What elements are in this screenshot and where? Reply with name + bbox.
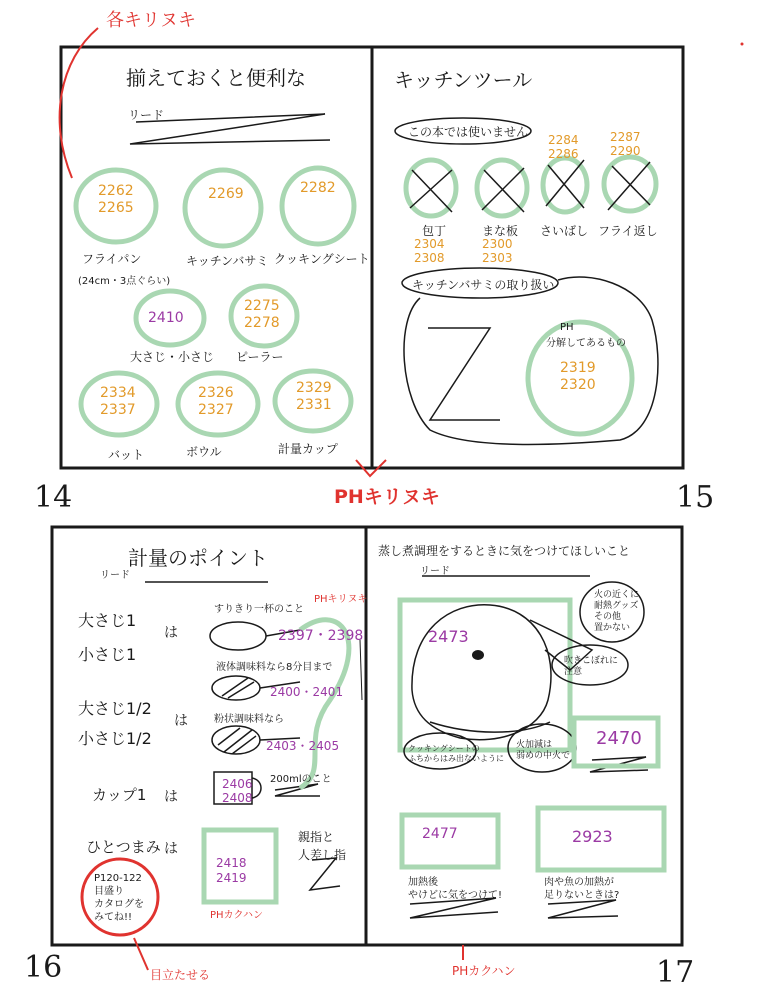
codes-knife: 2304 2308: [414, 237, 445, 265]
codes-sheet: 2282: [300, 180, 336, 196]
label-cup: 計量カップ: [278, 442, 338, 456]
note-ph-kakuhan: PHカクハン: [452, 964, 516, 978]
codes-turner: 2287 2290: [610, 130, 641, 158]
circle-scissors: [185, 170, 261, 246]
codes-cup: 2329 2331: [296, 380, 332, 413]
row3-codes: 2406 2408: [222, 777, 253, 805]
row1-caption: すりきり一杯のこと: [214, 604, 304, 615]
page-title-measure: 計量のポイント: [128, 546, 268, 570]
note-ph-kirinuki: PHキリヌキ: [334, 486, 440, 508]
page-number-15: 15: [676, 480, 715, 515]
label-knife: 包丁: [422, 224, 447, 238]
bubble-a: 火の近くに 耐熱グッズ その他 置かない: [594, 590, 640, 633]
label-sheet: クッキングシート: [274, 252, 370, 266]
row1-codes: 2397・2398: [278, 628, 364, 644]
label-frypan: フライパン: [82, 252, 142, 266]
row2-label: 大さじ1/2 小さじ1/2: [78, 699, 152, 748]
red-pointer-line: [134, 938, 148, 970]
page-title: 揃えておくと便利な: [126, 66, 306, 90]
label-board: まな板: [482, 224, 519, 238]
codes-spoons: 2410: [148, 310, 184, 326]
row4-caption: 親指と 人差し指: [298, 830, 347, 862]
ph-note-2: 分解してあるもの: [546, 338, 626, 349]
codes-bowl: 2326 2327: [198, 385, 234, 418]
codes-ph: 2319 2320: [560, 360, 596, 393]
codes-bat: 2334 2337: [100, 385, 136, 418]
row2-caption1: 液体調味料なら8分目まで: [216, 662, 333, 673]
row4-ph: PHカクハン: [210, 910, 263, 921]
page-number-14: 14: [34, 480, 73, 515]
row3-label: カップ1: [92, 786, 147, 804]
page-number-17: 17: [656, 955, 695, 990]
green-curve: [300, 620, 349, 788]
bubble-c: クッキングシートの ふちからはみ出ないように: [408, 744, 504, 763]
label-bowl: ボウル: [186, 445, 222, 459]
row1-label: 大さじ1 小さじ1: [78, 611, 137, 664]
bubble-d: 火加減は 弱めの中火で: [516, 740, 571, 761]
codes-chopsticks: 2284 2286: [548, 133, 579, 161]
bubble-not-used-text: この本では使いません: [408, 125, 529, 139]
main-code: 2473: [428, 627, 469, 646]
circle-note-text: P120-122 目盛り カタログを みてね!!: [94, 873, 144, 923]
note-medataseru: 目立たせる: [150, 968, 211, 982]
bubble-b: 吹きこぼれに 注意: [564, 656, 619, 677]
lead-label-2: リード: [100, 570, 130, 581]
row3-caption: 200mlのこと: [270, 774, 332, 785]
ph-note-1: PH: [560, 322, 574, 333]
row4-codes: 2418 2419: [216, 856, 247, 885]
codes-board: 2300 2303: [482, 237, 513, 265]
page-title-tools: キッチンツール: [394, 68, 533, 92]
row3-wa: は: [164, 789, 178, 805]
row4-wa: は: [164, 841, 178, 857]
codes-frypan: 2262 2265: [98, 183, 134, 216]
code-2470: 2470: [596, 728, 642, 749]
codes-peeler: 2275 2278: [244, 298, 280, 331]
spoon2: [212, 676, 260, 700]
pot-drawing: [412, 605, 551, 740]
row4-label: ひとつまみ: [86, 838, 161, 856]
label-spoons: 大さじ・小さじ: [130, 350, 215, 364]
caption-2477: 加熱後 やけどに気をつけて!: [408, 877, 503, 901]
page-number-16: 16: [24, 950, 63, 985]
label-turner: フライ返し: [598, 224, 658, 238]
row2-codes2: 2403・2405: [266, 739, 340, 753]
box-main: [400, 600, 570, 750]
row1-wa: は: [164, 625, 178, 641]
ph-kirinuki-note: PHキリヌキ: [314, 594, 368, 605]
row2-wa: は: [174, 713, 188, 729]
label-frypan-sub: (24cm・3点ぐらい): [78, 276, 171, 287]
note-kirinuki: 各キリヌキ: [106, 10, 196, 31]
code-2923: 2923: [572, 827, 613, 846]
spoon1: [210, 622, 266, 650]
label-peeler: ピーラー: [236, 350, 284, 364]
label-chopsticks: さいばし: [540, 224, 589, 238]
row2-codes1: 2400・2401: [270, 685, 344, 699]
z-placeholder: [428, 328, 500, 420]
red-dot: [741, 43, 744, 46]
code-2477: 2477: [422, 826, 458, 842]
red-arc: [60, 28, 98, 178]
label-scissors: キッチンバサミ: [186, 254, 269, 268]
caption-2923: 肉や魚の加熱が 足りないときは?: [544, 877, 620, 901]
label-bat: バット: [108, 448, 145, 462]
bubble-scissors-text: キッチンバサミの取り扱い: [412, 278, 555, 292]
row2-caption2: 粉状調味料なら: [214, 714, 284, 725]
codes-scissors: 2269: [208, 186, 244, 202]
lead-label: リード: [128, 108, 165, 122]
lead-label-3: リード: [420, 566, 450, 577]
page-title-steam: 蒸し煮調理をするときに気をつけてほしいこと: [378, 544, 631, 558]
